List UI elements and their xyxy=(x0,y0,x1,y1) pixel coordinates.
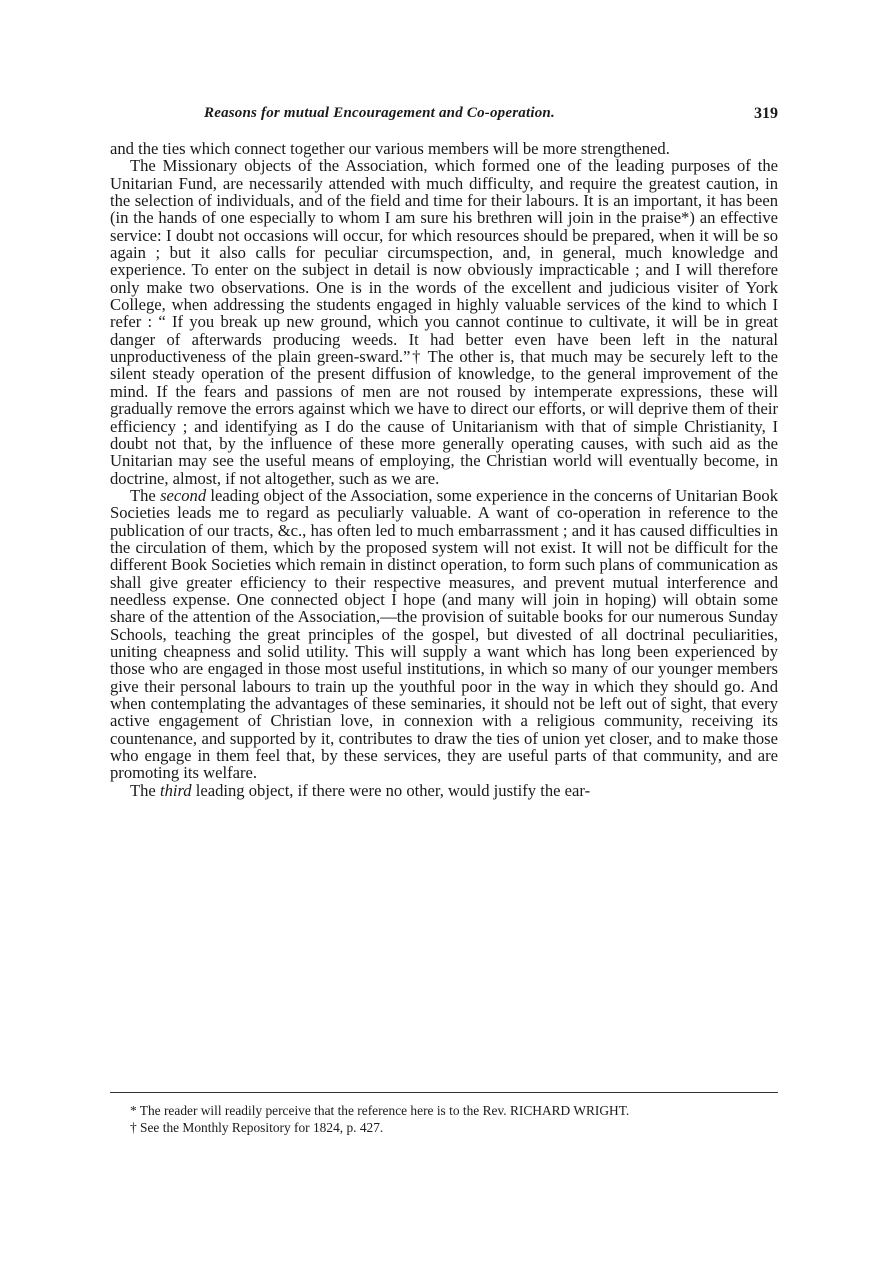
paragraph-text: The Missionary objects of the Association, which formed one of the leading purposes of the Unitarian Fund, are necessarily attended with much difficulty, and require the greatest caution, in the selection of individuals, and of the field and time for their labours. It is an important, it has been (in the hands of one especially to whom I am sure his brethren will join in the praise*) an effective service: I doubt not occasions will occur, for which resources should be prepared, when it will be so again ; but it also calls for peculiar circumspection, and, in general, much knowledge and experience. To enter on the subject in detail is now obviously impracticable ; and I will therefore only make two observations. One is in the words of the excellent and judicious visiter of York College, when addressing the students engaged in highly valuable services of the kind to which I refer : “ If you break up new ground, which you cannot continue to cultivate, it will be in great danger of afterwards producing weeds. It had better even have been left in the natural unproductiveness of the plain green-sward.”† The other is, that much may be securely left to the silent steady operation of the present diffusion of knowledge, to the general improvement of the mind. If the fears and passions of men are not roused by intemperate expressions, these will gradually remove the errors against which we have to direct our efforts, or will deprive them of their efficiency ; and identifying as I do the cause of Unitarianism with that of simple Christianity, I doubt not that, by the influence of these more generally operating causes, with such aid as the Unitarian may see the useful means of employing, the Christian world will eventually become, in doctrine, almost, if not altogether, such as we are. xyxy=(110,156,778,488)
emphasis-second: second xyxy=(160,485,207,505)
footnote-rule xyxy=(110,1092,778,1093)
paragraph-3: The second leading object of the Association, some experience in the concerns of Unitarian Book Societies leads me to regard as peculiarly valuable. A want of co-operation in reference to the publication of our tracts, &c., has often led to much embarrassment ; and it has caused difficulties in the circulation of them, which by the proposed system will not exist. It will not be difficult for the different Book Societies which remain in distinct operation, to form such plans of communication as shall give greater efficiency to their respective measures, and prevent mutual interference and needless expense. One connected object I hope (and many will join in hoping) will obtain some share of the attention of the Association,—the provision of suitable books for our numerous Sunday Schools, teaching the great principles of the gospel, but divested of all doctrinal peculiarities, uniting cheapness and solid utility. This will supply a want which has long been experienced by those who are engaged in those most useful institutions, in which so many of our younger members give their personal labours to train up the youthful poor in the way in which they should go. And when contemplating the advantages of these seminaries, it should not be left out of sight, that every active engagement of Christian love, in connexion with a religious community, receiving its countenance, and supported by it, contributes to draw the ties of union yet closer, and to make those who engage in them feel that, by these services, they are useful parts of that community, and are promoting its welfare. xyxy=(110,485,778,783)
emphasis-third: third xyxy=(159,780,192,800)
page-number: 319 xyxy=(754,105,778,122)
paragraph-1 xyxy=(110,140,778,157)
paragraph-text: leading object of the Association, some experience in the concerns of Unitarian Book Societies leads me to regard as peculiarly valuable. A want of co-operation in reference to the publication of our tracts, &c., has often led to much embarrassment ; and it has caused difficulties in the circulation of them, which by the proposed system will not exist. It will not be difficult for the different Book Societies which remain in distinct operation, to form such plans of communication as shall give greater efficiency to their respective measures, and prevent mutual interference and needless expense. One connected object I hope (and many will join in hoping) will obtain some share of the attention of the Association,—the provision of suitable books for our numerous Sunday Schools, teaching the great principles of the gospel, but divested of all doctrinal peculiarities, uniting cheapness and solid utility. This will supply a want which has long been experienced by those who are engaged in those most useful institutions, in which so many of our younger members give their personal labours to train up the youthful poor in the way in which they should go. And when contemplating the advantages of these seminaries, it should not be left out of sight, that every active engagement of Christian love, in connexion with a religious community, receiving its countenance, and supported by it, contributes to draw the ties of union yet closer, and to make those who engage in them feel that, by these services, they are useful parts of that community, and are promoting its welfare. xyxy=(110,485,778,783)
running-head: Reasons for mutual Encouragement and Co-operation. xyxy=(204,105,555,121)
paragraph-4: The third leading object, if there were no other, would justify the ear- xyxy=(130,780,591,800)
paragraph-text: leading object, if there were no other, would justify the ear- xyxy=(195,780,591,800)
paragraph-2 xyxy=(110,157,778,487)
body-text xyxy=(110,140,778,799)
footnotes xyxy=(110,1102,778,1136)
footnote-1: * The reader will readily perceive that the reference here is to the Rev. RICHARD WRIGHT. xyxy=(130,1103,630,1118)
footnote-2: † See the Monthly Repository for 1824, p. 427. xyxy=(130,1120,384,1135)
page-header xyxy=(110,105,778,129)
paragraph-text: and the ties which connect together our various members will be more strengthened. xyxy=(110,139,670,158)
